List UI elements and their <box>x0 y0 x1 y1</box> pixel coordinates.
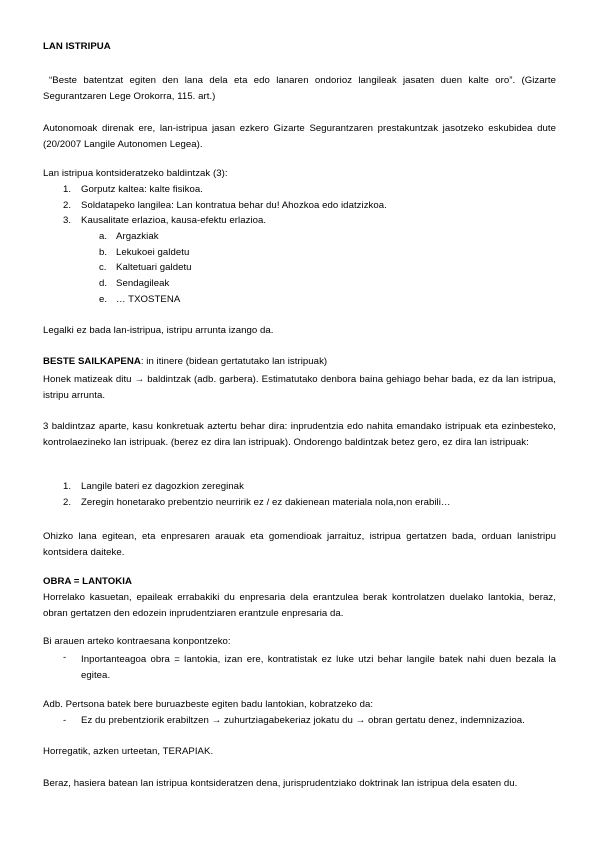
page-title: LAN ISTRIPUA <box>43 41 111 52</box>
list-text: … TXOSTENA <box>116 294 181 305</box>
list-text: Kausalitate erlazioa, kausa-efektu erlazioa. <box>81 215 267 226</box>
ohizko-paragraph: Ohizko lana egitean, eta enpresaren arauak eta gomendioak jarraituz, istripua gertatzen bada, orduan lanistripu kontsidera daiteke. <box>43 531 556 558</box>
list-text: Soldatapeko langilea: Lan kontratua behar du! Ahozkoa edo idatzizkoa. <box>81 200 387 211</box>
legalki-paragraph: Legalki ez bada lan-istripua, istripu arrunta izango da. <box>43 325 274 336</box>
list-number: 2. <box>63 200 72 211</box>
autonomoak-paragraph: Autonomoak direnak ere, lan-istripua jasan ezkero Gizarte Segurantzaren prestakuntzak jasotzeko eskubidea dute (20/2007 Langile Autonomen Legea). <box>43 123 556 150</box>
list-letter: c. <box>99 262 107 273</box>
list-number: 1. <box>63 184 72 195</box>
quote-paragraph: “Beste batentzat egiten den lana dela eta edo lanaren ondorioz langileak jasaten duen kalte oro”. (Gizarte Segurantzaren Lege Orokorra, 115. art.) <box>43 75 556 102</box>
obra-heading: OBRA = LANTOKIA <box>43 576 132 587</box>
beste-rest: : in itinere (bidean gertatutako lan istripuak) <box>140 356 328 367</box>
list-letter: b. <box>99 247 108 258</box>
beste-label: BESTE SAILKAPENA <box>43 356 141 367</box>
list-text: Lekukoei galdetu <box>116 247 190 258</box>
dash-bullet: - <box>63 715 67 726</box>
hiru-paragraph: 3 baldintzaz aparte, kasu konkretuak aztertu behar dira: inprudentzia edo nahita emandako istripuak eta ezinbesteko, kontrolaezineko lan istripuak. (berez ez dira lan istripuak). Ondorengo baldintzak betez gero, ez dira lan istripuak: <box>43 421 556 448</box>
list-letter: e. <box>99 294 108 305</box>
list-letter: d. <box>99 278 108 289</box>
beste-heading <box>43 356 327 368</box>
horrelako-paragraph: Horrelako kasuetan, epaileak errabakiki du enpresaria dela erantzulea berak kontrolatzen duelako lantokia, beraz, obran gertatzen den edozein inprudentziaren erantzule enpresaria da. <box>43 592 556 619</box>
dash-bullet: - <box>63 652 67 663</box>
inportanteagoa-text: Inportanteagoa obra = lantokia, izan ere, kontratistak ez luke utzi behar langile batek nahi duen bezala la egitea. <box>81 654 556 681</box>
horregatik-paragraph: Horregatik, azken urteetan, TERAPIAK. <box>43 746 214 757</box>
list-text: Argazkiak <box>116 231 159 242</box>
list-text: Kaltetuari galdetu <box>116 262 192 273</box>
honek-paragraph: Honek matizeak ditu → baldintzak (adb. garbera). Estimatutako denbora baina gehiago behar bada, ez da lan istripua, istripu arrunta. <box>43 374 556 401</box>
beraz-paragraph: Beraz, hasiera batean lan istripua kontsideratzen dena, jurisprudentziako doktrinak lan istripua dela esaten du. <box>43 778 518 789</box>
ez-du-text: Ez du prebentziorik erabiltzen → zuhurtziagabekeriaz jokatu du → obran gertatu denez, indemnizazioa. <box>81 715 525 726</box>
bi-arauen-paragraph: Bi arauen arteko kontraesana konpontzeko: <box>43 636 231 647</box>
adb-paragraph: Adb. Pertsona batek bere buruazbeste egiten badu lantokian, kobratzeko da: <box>43 699 374 710</box>
list-text: Langile bateri ez dagozkion zereginak <box>81 481 244 492</box>
list-number: 1. <box>63 481 72 492</box>
list-text: Gorputz kaltea: kalte fisikoa. <box>81 184 204 195</box>
list-text: Sendagileak <box>116 278 170 289</box>
list-number: 3. <box>63 215 72 226</box>
conditions-intro: Lan istripua kontsideratzeko baldintzak (3): <box>43 168 228 179</box>
list-number: 2. <box>63 497 72 508</box>
list-text: Zeregin honetarako prebentzio neurririk ez / ez dakienean materiala nola,non erabili… <box>81 497 451 508</box>
list-letter: a. <box>99 231 108 242</box>
